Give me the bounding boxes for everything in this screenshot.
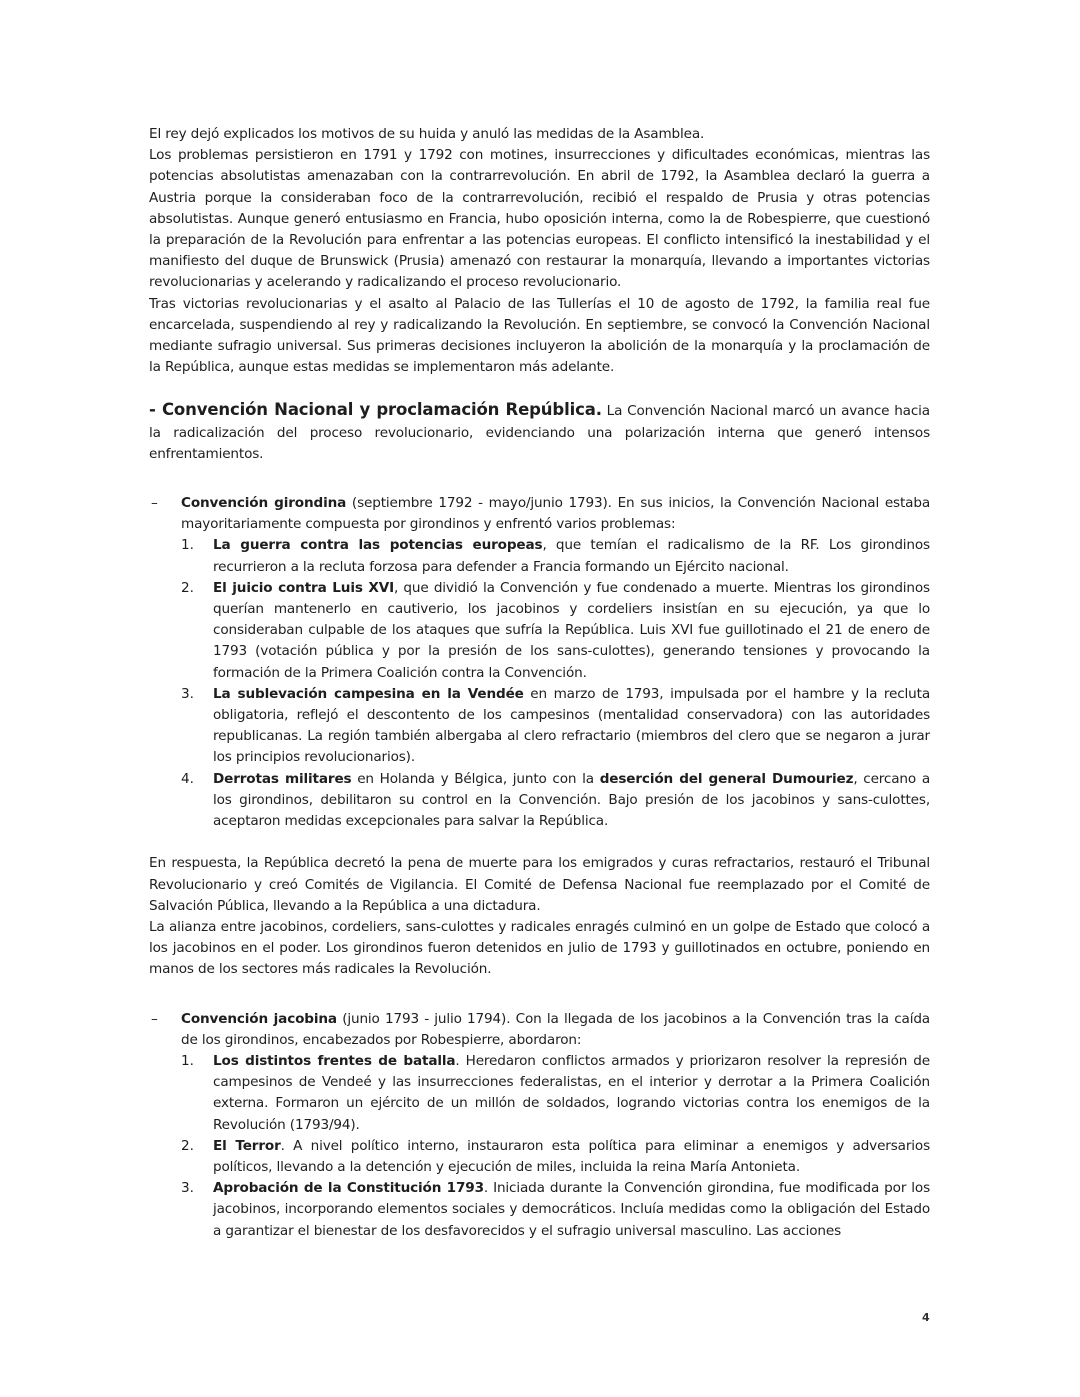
item-heading: El Terror xyxy=(213,1137,281,1154)
girondina-intro xyxy=(181,493,930,535)
list-item xyxy=(181,1051,930,1136)
item-text: en marzo de 1793, impulsada por el hambre y la recluta obligatoria, reflejó el descontento de los campesinos (mentalidad conservadora) con las autoridades republicanas. La región también albergaba al clero refractario (miembros del clero que se negaron a jurar los principios revolucionarios). xyxy=(213,685,930,766)
dash-bullet: – xyxy=(151,1010,158,1027)
page-number: 4 xyxy=(922,1311,930,1324)
item-number: 2. xyxy=(181,1137,194,1154)
item-heading: Aprobación de la Constitución 1793 xyxy=(213,1180,484,1197)
item-text: , cercano a los girondinos, debilitaron su control en la Convención. Bajo presión de los jacobinos y sans-culottes, aceptaron medidas excepcionales para salvar la República. xyxy=(213,770,930,830)
item-number: 3. xyxy=(181,1180,194,1197)
girondina-title: Convención girondina xyxy=(181,495,347,512)
item-heading: Derrotas militares xyxy=(213,770,352,787)
list-item xyxy=(181,1178,930,1242)
list-item xyxy=(181,578,930,684)
list-item xyxy=(181,535,930,577)
item-number: 1. xyxy=(181,1052,194,1069)
jacobina-actions-list xyxy=(181,1051,930,1242)
intro-paragraph-2: Los problemas persistieron en 1791 y 1792 con motines, insurrecciones y dificultades económicas, mientras las potencias absolutistas amenazaban con la contrarrevolución. En abril de 1792, la Asamblea declaró la guerra a Austria porque la consideraban foco de la contrarrevolución, recibió el respaldo de Prusia y otras potencias absolutistas. Aunque generó entusiasmo en Francia, hubo oposición interna, como la de Robespierre, que cuestionó la preparación de la Revolución para enfrentar a las potencias europeas. El conflicto intensificó la inestabilidad y el manifiesto del duque de Brunswick (Prusia) amenazó con restaurar la monarquía, llevando a importantes victorias revolucionarias y acelerando y radicalizando el proceso revolucionario. xyxy=(149,147,930,291)
list-item xyxy=(181,1136,930,1178)
item-text: . A nivel político interno, instauraron esta política para eliminar a enemigos y adversarios políticos, llevando a la detención y ejecución de miles, incluida la reina María Antonieta. xyxy=(213,1137,930,1175)
intro-paragraph-3: Tras victorias revolucionarias y el asalto al Palacio de las Tullerías el 10 de agosto de 1792, la familia real fue encarcelada, suspendiendo al rey y radicalizando la Revolución. En septiembre, se convocó la Convención Nacional mediante sufragio universal. Sus primeras decisiones incluyeron la abolición de la monarquía y la proclamación de la República, aunque estas medidas se implementaron más adelante. xyxy=(149,295,930,376)
item-heading: El juicio contra Luis XVI xyxy=(213,579,395,596)
item-heading: La sublevación campesina en la Vendée xyxy=(213,685,524,702)
item-heading: Los distintos frentes de batalla xyxy=(213,1052,456,1069)
list-item xyxy=(181,769,930,833)
item-text: . Heredaron conflictos armados y priorizaron resolver la represión de campesinos de Vendeé y las insurrecciones federalistas, en el interior y derrotar a la Primera Coalición externa. Formaron un ejército de un millón de soldados, logrando victorias contra los enemigos de la Revolución (1793/94). xyxy=(213,1052,930,1133)
section-title: - Convención Nacional y proclamación República. xyxy=(149,400,602,420)
list-item xyxy=(181,684,930,769)
dash-bullet: – xyxy=(151,495,158,512)
middle-paragraph-1: En respuesta, la República decretó la pena de muerte para los emigrados y curas refractarios, restauró el Tribunal Revolucionario y creó Comités de Vigilancia. El Comité de Defensa Nacional fue reemplazado por el Comité de Salvación Pública, llevando a la República a una dictadura. xyxy=(149,855,930,914)
intro-paragraph-1: El rey dejó explicados los motivos de su huida y anuló las medidas de la Asamblea. xyxy=(149,126,705,142)
convencion-jacobina-block xyxy=(149,1009,930,1242)
girondina-intro-text: (septiembre 1792 - mayo/junio 1793). En sus inicios, la Convención Nacional estaba mayoritariamente compuesta por girondinos y enfrentó varios problemas: xyxy=(181,495,930,533)
item-number: 4. xyxy=(181,770,194,787)
jacobina-intro-text: (junio 1793 - julio 1794). Con la llegada de los jacobinos a la Convención tras la caída de los girondinos, encabezados por Robespierre, abordaron: xyxy=(181,1010,930,1048)
item-number: 3. xyxy=(181,685,194,702)
item-text: , que dividió la Convención y fue condenado a muerte. Mientras los girondinos querían mantenerlo en cautiverio, los jacobinos y cordeliers insistían en su ejecución, ya que lo consideraban culpable de los ataques que sufría la República. Luis XVI fue guillotinado el 21 de enero de 1793 (votación pública y por la presión de los sans-culottes), generando tensiones y provocando la formación de la Primera Coalición contra la Convención. xyxy=(213,579,930,681)
girondina-problems-list xyxy=(181,535,930,832)
item-number: 1. xyxy=(181,537,194,554)
section-text: La Convención Nacional marcó un avance hacia la radicalización del proceso revolucionario, evidenciando una polarización interna que generó intensos enfrentamientos. xyxy=(149,403,930,462)
jacobina-intro xyxy=(181,1009,930,1051)
document-page xyxy=(149,124,930,1242)
item-text: en Holanda y Bélgica, junto con la xyxy=(351,770,600,787)
middle-paragraph-2: La alianza entre jacobinos, cordeliers, sans-culottes y radicales enragés culminó en un golpe de Estado que colocó a los jacobinos en el poder. Los girondinos fueron detenidos en julio de 1793 y guillotinados en octubre, poniendo en manos de los sectores más radicales la Revolución. xyxy=(149,918,930,978)
item-heading-secondary: deserción del general Dumouriez xyxy=(599,770,854,787)
convencion-girondina-block xyxy=(149,493,930,832)
jacobina-title: Convención jacobina xyxy=(181,1010,337,1027)
item-text: , que temían el radicalismo de la RF. Los girondinos recurrieron a la recluta forzosa para defender a Francia formando un Ejército nacional. xyxy=(213,537,930,575)
item-heading: La guerra contra las potencias europeas xyxy=(213,537,543,554)
item-text: . Iniciada durante la Convención girondina, fue modificada por los jacobinos, incorporando elementos sociales y democráticos. Incluía medidas como la obligación del Estado a garantizar el bienestar de los desfavorecidos y el sufragio universal masculino. Las acciones xyxy=(213,1180,930,1239)
item-number: 2. xyxy=(181,579,194,596)
section-convencion-nacional xyxy=(149,399,930,465)
